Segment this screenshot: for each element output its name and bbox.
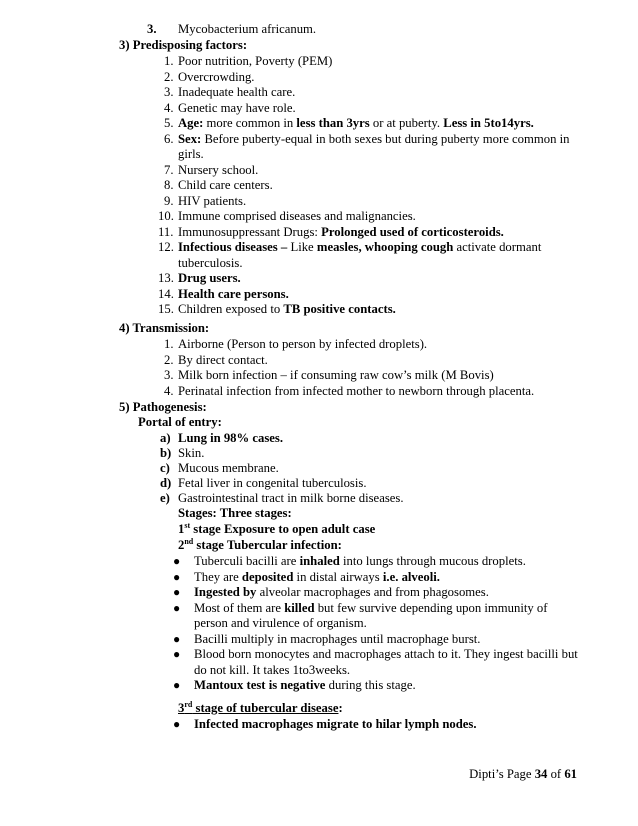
list-item-text: Children exposed to TB positive contacts. (178, 302, 396, 316)
stage-1: 1st stage Exposure to open adult case (178, 520, 376, 536)
list-item-number: 4. (164, 100, 174, 115)
list-item-text: Inadequate health care. (178, 85, 296, 99)
list-item-number: 3. (164, 368, 174, 382)
portal-item-letter: b) (160, 446, 172, 460)
section-heading-transmission: 4) Transmission: (119, 321, 210, 335)
list-item-text: Drug users. (178, 271, 241, 285)
bullet-text: Tuberculi bacilli are inhaled into lungs through mucous droplets. (194, 554, 526, 568)
portal-item-letter: a) (160, 431, 171, 445)
list-item-text: Sex: Before puberty-equal in both sexes but during puberty more common in (178, 131, 570, 146)
list-item-number: 2. (164, 352, 174, 367)
page-footer: Dipti’s Page 34 of 61 (469, 767, 577, 781)
list-item-number: 15. (158, 302, 174, 316)
list-item-number: 14. (158, 286, 174, 301)
bullet-icon: ● (173, 585, 181, 599)
bullet-text: Most of them are killed but few survive depending upon immunity of (194, 600, 548, 615)
list-item-text: Milk born infection – if consuming raw cow’s milk (M Bovis) (178, 368, 494, 382)
list-item-text: Infectious diseases – Like measles, whooping cough activate dormant (178, 240, 542, 254)
bullet-continuation: person and virulence of organism. (194, 616, 367, 630)
bullet-icon: ● (173, 631, 181, 646)
bullet-icon: ● (173, 647, 181, 661)
bullet-icon: ● (173, 554, 181, 568)
bullet-icon: ● (173, 600, 181, 615)
list-item-text: Age: more common in less than 3yrs or at puberty. Less in 5to14yrs. (178, 116, 534, 130)
list-item-text: Perinatal infection from infected mother to newborn through placenta. (178, 383, 535, 398)
portal-item-letter: d) (160, 476, 172, 490)
list-item-text: Child care centers. (178, 178, 273, 192)
section-heading-predisposing: 3) Predisposing factors: (119, 38, 248, 52)
list-item-text: Genetic may have role. (178, 100, 296, 115)
list-item-number: 1. (164, 54, 174, 68)
list-item-text: Mycobacterium africanum. (178, 22, 317, 36)
list-item-text: By direct contact. (178, 352, 268, 367)
portal-item-text: Gastrointestinal tract in milk borne diseases. (178, 491, 404, 505)
list-item-number: 13. (158, 271, 174, 285)
list-item: 3. (147, 22, 157, 36)
bullet-text: They are deposited in distal airways i.e. alveoli. (194, 569, 440, 584)
stage-2: 2nd stage Tubercular infection: (178, 536, 342, 552)
list-item-number: 6. (164, 131, 174, 146)
list-item-text: Health care persons. (178, 286, 289, 301)
list-item-number: 9. (164, 193, 174, 208)
bullet-text: Blood born monocytes and macrophages attach to it. They ingest bacilli but (194, 647, 578, 661)
list-item-number: 2. (164, 69, 174, 84)
bullet-text: Bacilli multiply in macrophages until macrophage burst. (194, 631, 481, 646)
bullet-text: Ingested by alveolar macrophages and from phagosomes. (194, 585, 489, 599)
list-item-number: 4. (164, 383, 174, 398)
portal-item-text: Lung in 98% cases. (178, 431, 284, 445)
section-heading-pathogenesis: 5) Pathogenesis: (119, 400, 207, 414)
list-item-number: 1. (164, 337, 174, 351)
list-item-text: HIV patients. (178, 193, 247, 208)
list-item-text: Nursery school. (178, 162, 259, 177)
list-item-continuation: tuberculosis. (178, 255, 243, 270)
portal-item-text: Fetal liver in congenital tuberculosis. (178, 476, 367, 490)
list-item-text: Immunosuppressant Drugs: Prolonged used of corticosteroids. (178, 224, 504, 239)
bullet-text-last: Infected macrophages migrate to hilar lymph nodes. (194, 717, 477, 731)
portal-heading: Portal of entry: (138, 415, 222, 429)
bullet-icon: ● (173, 717, 181, 731)
bullet-icon: ● (173, 678, 181, 692)
stages-heading: Stages: Three stages: (178, 506, 292, 520)
list-item-number: 11. (158, 224, 174, 239)
list-item-number: 5. (164, 116, 174, 130)
list-item-number: 8. (164, 178, 174, 192)
list-item-text: Immune comprised diseases and malignancies. (178, 209, 416, 223)
portal-item-letter: e) (160, 491, 170, 505)
list-item-number: 3. (164, 85, 174, 99)
portal-item-text: Skin. (178, 446, 205, 460)
list-item-number: 12. (158, 240, 174, 254)
bullet-icon: ● (173, 569, 181, 584)
list-item-text: Poor nutrition, Poverty (PEM) (178, 54, 333, 68)
bullet-continuation: do not kill. It takes 1to3weeks. (194, 662, 351, 677)
bullet-text: Mantoux test is negative during this stage. (194, 678, 416, 692)
portal-item-letter: c) (160, 461, 170, 475)
list-item-continuation: girls. (178, 147, 204, 161)
list-item-text: Overcrowding. (178, 69, 255, 84)
stage-3: 3rd stage of tubercular disease: (178, 699, 343, 715)
list-item-number: 7. (164, 162, 174, 177)
list-item-text: Airborne (Person to person by infected droplets). (178, 337, 428, 351)
list-item-number: 10. (158, 209, 174, 223)
portal-item-text: Mucous membrane. (178, 461, 279, 475)
